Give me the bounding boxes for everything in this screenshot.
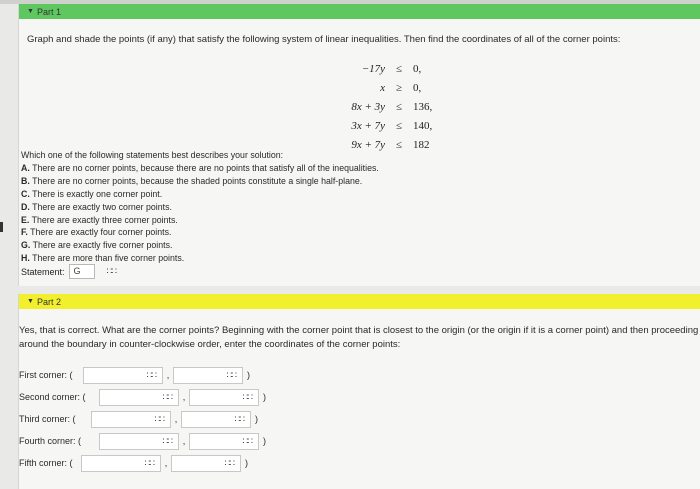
choice-letter: H. <box>21 253 30 264</box>
choice-text: There are exactly five corner points. <box>32 240 173 251</box>
statement-row <box>21 264 116 279</box>
corner-x-input[interactable] <box>99 433 179 450</box>
palette-grid-icon[interactable]: ∷∷ <box>234 413 244 424</box>
close-paren: ) <box>247 370 250 380</box>
palette-grid-icon[interactable]: ∷∷ <box>154 413 164 424</box>
statement-input[interactable]: G <box>69 264 95 279</box>
choice-text: There are exactly two corner points. <box>32 201 172 212</box>
close-paren: ) <box>263 392 266 402</box>
choice-item <box>21 201 379 214</box>
palette-grid-icon[interactable]: ∷∷ <box>226 369 236 380</box>
choice-letter: F. <box>21 227 28 238</box>
inequality-rhs: 0, <box>413 81 422 94</box>
inequality-row <box>309 78 453 97</box>
part2-prompt: Yes, that is correct. What are the corner points? Beginning with the corner point that is closest to the origin (or the origin if it is a corner point) and then proceeding around the boundary in counter-clockwise order, enter the coordinates of the corner points: <box>19 325 699 350</box>
corner-y-input[interactable] <box>189 389 259 406</box>
inequality-operator: ≤ <box>395 119 403 132</box>
collapse-caret-icon: ▼ <box>27 298 34 305</box>
close-paren: ) <box>255 414 258 424</box>
coordinate-comma: , <box>166 370 170 380</box>
corner-label: Fifth corner: ( <box>19 458 73 468</box>
choices-list <box>21 149 379 265</box>
palette-grid-icon[interactable]: ∷∷ <box>146 369 156 380</box>
choice-item <box>21 188 379 201</box>
corner-label: Third corner: ( <box>19 414 76 424</box>
part2-header[interactable] <box>19 294 700 309</box>
choice-text: There are more than five corner points. <box>32 253 185 264</box>
choice-text: There are no corner points, because there are no points that satisfy all of the inequalities. <box>32 162 379 173</box>
choice-text: There are no corner points, because the shaded points constitute a single half-plane. <box>32 175 363 186</box>
corner-y-input[interactable] <box>171 455 241 472</box>
corner-x-input[interactable] <box>83 367 163 384</box>
inequality-rhs: 0, <box>413 62 422 75</box>
inequality-rhs: 136, <box>413 100 433 113</box>
palette-grid-icon[interactable]: ∷∷ <box>144 457 154 468</box>
part1-header[interactable] <box>19 4 700 19</box>
part1-label: Part 1 <box>36 6 61 17</box>
corner-label: Second corner: ( <box>19 392 86 402</box>
choice-item <box>21 226 379 239</box>
part2-label: Part 2 <box>36 296 61 307</box>
choice-letter: C. <box>21 188 30 199</box>
part1-prompt: Graph and shade the points (if any) that satisfy the following system of linear inequalities. Then find the coordinates of all of the corner points: <box>27 34 621 45</box>
statement-label: Statement: <box>21 266 65 277</box>
close-paren: ) <box>245 458 248 468</box>
choice-letter: D. <box>21 201 30 212</box>
corner-row-first <box>19 366 250 384</box>
inequality-system <box>309 59 453 154</box>
inequality-operator: ≥ <box>395 81 403 94</box>
choice-text: There is exactly one corner point. <box>32 188 163 199</box>
palette-grid-icon[interactable]: ∷∷ <box>162 391 172 402</box>
coordinate-comma: , <box>174 414 178 424</box>
inequality-rhs: 140, <box>413 119 433 132</box>
corner-y-input[interactable] <box>189 433 259 450</box>
corner-label: Fourth corner: ( <box>19 436 82 446</box>
choice-letter: A. <box>21 162 30 173</box>
corner-row-fourth <box>19 432 266 450</box>
corner-y-input[interactable] <box>173 367 243 384</box>
corner-y-input[interactable] <box>181 411 251 428</box>
choice-item <box>21 162 379 175</box>
palette-grid-icon[interactable]: ∷∷ <box>162 435 172 446</box>
choice-letter: B. <box>21 175 30 186</box>
corner-row-fifth <box>19 454 248 472</box>
corner-x-input[interactable] <box>81 455 161 472</box>
close-paren: ) <box>263 436 266 446</box>
corner-x-input[interactable] <box>99 389 179 406</box>
coordinate-comma: , <box>164 458 168 468</box>
choice-item <box>21 175 379 188</box>
palette-grid-icon[interactable]: ∷∷ <box>242 391 252 402</box>
palette-grid-icon[interactable]: ∷∷ <box>106 266 116 276</box>
choice-item <box>21 239 379 252</box>
corner-row-third <box>19 410 258 428</box>
choice-letter: E. <box>21 214 30 225</box>
inequality-operator: ≤ <box>395 62 403 75</box>
corner-label: First corner: ( <box>19 370 73 380</box>
coordinate-comma: , <box>182 436 186 446</box>
palette-grid-icon[interactable]: ∷∷ <box>242 435 252 446</box>
inequality-lhs: 3x + 7y <box>351 119 385 132</box>
inequality-row <box>309 97 453 116</box>
choice-letter: G. <box>21 240 31 251</box>
inequality-rhs: 182 <box>413 138 430 151</box>
inequality-lhs: 8x + 3y <box>351 100 385 113</box>
corner-x-input[interactable] <box>91 411 171 428</box>
inequality-lhs: 9x + 7y <box>351 138 385 151</box>
part2-panel <box>18 294 700 489</box>
edge-marker <box>0 222 3 232</box>
inequality-row <box>309 116 453 135</box>
collapse-caret-icon: ▼ <box>27 8 34 15</box>
palette-grid-icon[interactable]: ∷∷ <box>224 457 234 468</box>
question-text: Which one of the following statements best describes your solution: <box>21 150 284 160</box>
choice-text: There are exactly three corner points. <box>31 214 178 225</box>
inequality-row <box>309 59 453 78</box>
inequality-operator: ≤ <box>395 100 403 113</box>
part1-panel <box>18 4 700 286</box>
choice-item <box>21 214 379 227</box>
choice-text: There are exactly four corner points. <box>30 227 172 238</box>
coordinate-comma: , <box>182 392 186 402</box>
inequality-operator: ≤ <box>395 138 403 151</box>
inequality-lhs: −17y <box>361 62 385 75</box>
inequality-lhs: x <box>380 81 385 94</box>
corner-row-second <box>19 388 266 406</box>
